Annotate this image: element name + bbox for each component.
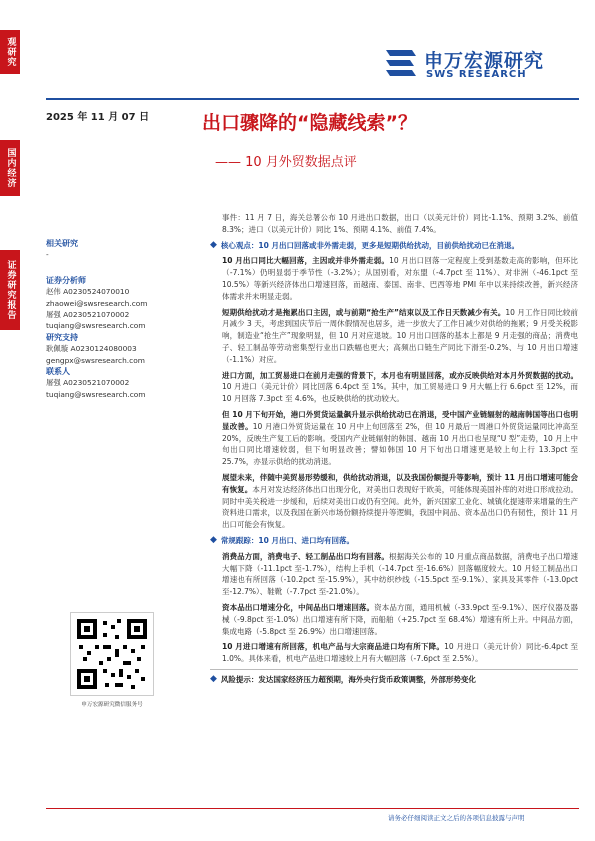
- paragraph: 10 月进口增速有所回落，机电产品与大宗商品进口均有所下降。10 月进口（美元计价）同比-6.4pct 至 1.0%。具体来看，机电产品进口增速较上月有大幅回落（-7.6pct 至 2.5%）。: [222, 642, 578, 664]
- contact-title: 联系人: [46, 367, 70, 377]
- sidebar-tag-domestic: 国内经济: [0, 140, 20, 196]
- sidebar: [0, 0, 20, 841]
- footer-divider: [46, 808, 579, 809]
- analyst-email[interactable]: zhaowei@swsresearch.com: [46, 298, 148, 308]
- event-paragraph: 事件：11 月 7 日，海关总署公布 10 月进出口数据，出口（以美元计价）同比-1.1%、预期 3.2%、前值 8.3%；进口（以美元计价）同比 1%、预期 4.1%、前值 7.4%。: [222, 213, 578, 234]
- sidebar-tag-macro: 观研究: [0, 30, 20, 74]
- qr-code-image: [70, 612, 154, 696]
- sws-logo: [380, 44, 580, 84]
- analyst-email[interactable]: tuqiang@swsresearch.com: [46, 321, 146, 331]
- tracking-heading: [210, 535, 578, 547]
- qr-code-icon: [71, 613, 153, 695]
- footer-disclaimer: 请务必仔细阅读正文之后的各项信息披露与声明: [388, 814, 525, 822]
- related-research-empty: -: [46, 250, 49, 260]
- risk-divider: [210, 669, 578, 670]
- analyst-line: 赵伟 A0230524070010: [46, 287, 130, 297]
- left-column: [46, 238, 186, 400]
- support-email[interactable]: gengpx@swsresearch.com: [46, 355, 145, 365]
- tracking-text: 常规跟踪：10 月出口、进口均有回落。: [220, 535, 354, 545]
- core-view-text: 核心观点：10 月出口回落或非外需走弱，更多是短期供给扰动，目前供给扰动已在消退。: [220, 240, 519, 250]
- core-view-heading: [210, 240, 578, 252]
- contact-email[interactable]: tuqiang@swsresearch.com: [46, 389, 146, 399]
- qr-code-label: 申万宏源研究微信服务号: [81, 702, 143, 708]
- risk-heading: [210, 674, 578, 686]
- paragraph: 展望未来，伴随中美贸易形势缓和，供给扰动消退，以及我国份额提升等影响，预计 11 月出口增速可能会有恢复。本月对发达经济体出口出现分化，对美出口表现好于欧美，可能体现美国补库的对进口形成拉动。同时中美关税进一步缓和，后续对美出口或仍有空间。此外，新兴国家工业化、城镇化提速带来增量的生产资料进口需求，以及我国在新兴市场份额持续提升等逻辑，我国中间品、资本品出口仍有韧性，预计 11 月出口可能会有恢复。: [222, 472, 579, 530]
- support-line: 耿佩璇 A0230124080003: [46, 344, 137, 354]
- paragraph: 消费品方面，消费电子、轻工制品出口均有回落。根据海关公布的 10 月重点商品数据，消费电子出口增速大幅下降（-11.1pct 至-1.7%），结构上手机（-14.7pct 至-16.6%）回落幅度较大。10 月轻工制品出口增速也有所回落（-10.2pct 至-15.9%），其中纺织纱线（-15.5pct 至-9.1%）、家具及其零件（-13.0pct 至-12.7%）、鞋靴（-7.7pct 至-21.0%）。: [222, 551, 579, 597]
- main-content: [210, 212, 579, 690]
- analyst-line: 屠强 A0230521070002: [46, 310, 130, 320]
- logo-cn-text: 申万宏源研究: [424, 50, 545, 72]
- report-title: 出口骤降的“隐藏线索”？: [202, 112, 417, 134]
- paragraph: 10 月出口同比大幅回落，主因或并非外需走弱。10 月出口回落一定程度上受到基数走高的影响，但环比（-7.1%）仍明显弱于季节性（-3.2%）；从国别看，对东盟（-4.7pct 至 11%）、对非洲（-46.1pct 至 10.5%）等新兴经济体出口增速回落，而越南、泰国、南非、巴西等地 PMI 年中以来持续改善，新兴经济体需求并未明显走弱。: [222, 256, 579, 301]
- header-divider: [46, 98, 579, 100]
- diamond-bullet-icon: ◆: [210, 239, 217, 250]
- paragraph: 进口方面，加工贸易进口在前月走强的背景下，本月也有明显回落，或亦反映供给对本月外贸数据的扰动。10 月进口（美元计价）同比回落 6.4pct 至 1%。其中，加工贸易进口 9 月大幅上行 6.6pct 至 12%，而 10 月回落 7.3pct 至 4.6%，也反映供给的扰动较大。: [222, 370, 578, 404]
- diamond-bullet-icon: ◆: [210, 534, 217, 545]
- related-research-title: 相关研究: [46, 239, 78, 248]
- report-date: 2025 年 11 月 07 日: [46, 112, 150, 123]
- diamond-bullet-icon: ◆: [210, 673, 217, 684]
- paragraph: 资本品出口增速分化，中间品出口增速回落。资本品方面，通用机械（-33.9pct 至-9.1%）、医疗仪器及器械（-9.8pct 至-1.0%）出口增速有所下降，而船舶（+25.7pct 至 68.4%）增速有所上升。中间品方面，集成电路（-5.8pct 至 26.9%）出口增速回落。: [222, 602, 579, 636]
- research-support-title: 研究支持: [46, 332, 78, 342]
- contact-line: 屠强 A0230521070002: [46, 378, 130, 388]
- paragraph: 短期供给扰动才是拖累出口主因，或与前期“抢生产”结束以及工作日天数减少有关。10 月工作日同比较前月减少 3 天，考虑到国庆节后一周休假情况也居多，进一步放大了工作日减少对供给的拖累；9 月受关税影响，制造业“抢生产”现象明显，但 10 月对应退坡。10 月出口回落的基本上都是 9 月走强的商品；消费电子、轻工制品等劳动密集型行业出口跌幅也更大；高频出口链生产同比下滑至-0.2%、与 10 月出口增速（-1.1%）对应。: [222, 307, 579, 364]
- risk-text: 风险提示：发达国家经济压力超预期，海外央行货币政策调整，外部形势变化: [220, 674, 476, 684]
- report-subtitle: —— 10 月外贸数据点评: [215, 155, 357, 170]
- sidebar-tag-report: 证券研究报告: [0, 250, 20, 330]
- analyst-title: 证券分析师: [46, 275, 86, 285]
- paragraph: 但 10 月下旬开始，港口外贸货运量飙升显示供给扰动已在消退，受中国产业链辐射的越南韩国等出口也明显改善。10 月港口外贸货运量在 10 月中上旬回落至 2%，但 10 月最后一周港口外贸货运量同比冲高至 20%，反映生产复工后的影响。受国内产业链辐射的韩国、越南 10 月出口也呈现“U 型”走势，10 月上中旬出口同比增速较弱，但下旬明显改善；譬如韩国 10 月下旬出口增速更是较上旬上行 13.3pct 至 25.7%，亦显示供给的扰动消退。: [222, 409, 578, 467]
- logo-en-text: SWS RESEARCH: [426, 69, 527, 80]
- sws-logo-icon: [382, 44, 420, 82]
